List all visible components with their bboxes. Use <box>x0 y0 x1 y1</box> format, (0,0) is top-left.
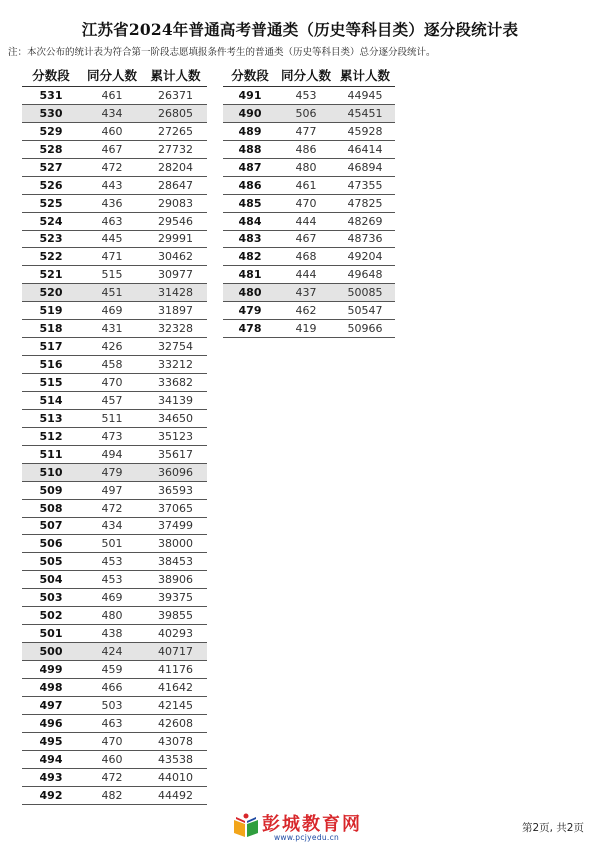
table-row <box>22 607 207 625</box>
score-cell: 525 <box>22 194 80 212</box>
table-row <box>22 786 207 804</box>
cumulative-count-cell: 34139 <box>144 391 207 409</box>
table-row <box>223 284 395 302</box>
score-cell: 527 <box>22 158 80 176</box>
table-row <box>22 750 207 768</box>
cumulative-count-cell: 40293 <box>144 625 207 643</box>
score-cell: 520 <box>22 284 80 302</box>
table-row <box>22 176 207 194</box>
cumulative-count-cell: 29546 <box>144 212 207 230</box>
cumulative-count-cell: 28204 <box>144 158 207 176</box>
same-count-cell: 434 <box>80 517 144 535</box>
table-row <box>223 230 395 248</box>
table-row <box>22 338 207 356</box>
same-count-cell: 472 <box>80 158 144 176</box>
cumulative-count-cell: 42608 <box>144 714 207 732</box>
score-cell: 510 <box>22 463 80 481</box>
table-row <box>22 643 207 661</box>
same-count-cell: 477 <box>277 122 335 140</box>
table-row <box>22 445 207 463</box>
score-cell: 483 <box>223 230 277 248</box>
score-cell: 500 <box>22 643 80 661</box>
cumulative-count-cell: 30977 <box>144 266 207 284</box>
table-row <box>22 320 207 338</box>
score-cell: 501 <box>22 625 80 643</box>
cumulative-count-cell: 31897 <box>144 302 207 320</box>
page-title: 江苏省2024年普通高考普通类（历史等科目类）逐分段统计表 <box>81 20 519 39</box>
right-score-table <box>223 64 395 338</box>
same-count-cell: 469 <box>80 589 144 607</box>
cumulative-count-cell: 34650 <box>144 409 207 427</box>
same-count-cell: 469 <box>80 302 144 320</box>
same-count-cell: 482 <box>80 786 144 804</box>
cumulative-count-cell: 28647 <box>144 176 207 194</box>
table-row <box>223 87 395 105</box>
header-cumulative-count: 累计人数 <box>335 64 395 87</box>
score-cell: 517 <box>22 338 80 356</box>
table-row <box>22 409 207 427</box>
cumulative-count-cell: 46414 <box>335 140 395 158</box>
same-count-cell: 461 <box>80 87 144 105</box>
header-same-count: 同分人数 <box>80 64 144 87</box>
table-row <box>22 427 207 445</box>
header-score: 分数段 <box>223 64 277 87</box>
cumulative-count-cell: 43078 <box>144 732 207 750</box>
cumulative-count-cell: 48736 <box>335 230 395 248</box>
score-cell: 521 <box>22 266 80 284</box>
same-count-cell: 467 <box>80 140 144 158</box>
same-count-cell: 459 <box>80 661 144 679</box>
table-row <box>22 661 207 679</box>
score-cell: 490 <box>223 104 277 122</box>
score-cell: 479 <box>223 302 277 320</box>
table-row <box>223 158 395 176</box>
same-count-cell: 470 <box>277 194 335 212</box>
table-row <box>223 104 395 122</box>
table-row <box>22 553 207 571</box>
cumulative-count-cell: 44492 <box>144 786 207 804</box>
cumulative-count-cell: 29083 <box>144 194 207 212</box>
table-row <box>223 266 395 284</box>
same-count-cell: 453 <box>80 571 144 589</box>
score-cell: 487 <box>223 158 277 176</box>
cumulative-count-cell: 49648 <box>335 266 395 284</box>
table-row <box>22 696 207 714</box>
score-cell: 488 <box>223 140 277 158</box>
same-count-cell: 497 <box>80 481 144 499</box>
same-count-cell: 501 <box>80 535 144 553</box>
table-row <box>22 678 207 696</box>
score-cell: 496 <box>22 714 80 732</box>
score-cell: 531 <box>22 87 80 105</box>
score-cell: 513 <box>22 409 80 427</box>
same-count-cell: 466 <box>80 678 144 696</box>
same-count-cell: 463 <box>80 212 144 230</box>
cumulative-count-cell: 27265 <box>144 122 207 140</box>
score-cell: 523 <box>22 230 80 248</box>
same-count-cell: 436 <box>80 194 144 212</box>
score-cell: 485 <box>223 194 277 212</box>
table-row <box>22 589 207 607</box>
score-cell: 512 <box>22 427 80 445</box>
score-cell: 498 <box>22 678 80 696</box>
score-cell: 495 <box>22 732 80 750</box>
table-row <box>22 517 207 535</box>
table-row <box>22 625 207 643</box>
cumulative-count-cell: 50085 <box>335 284 395 302</box>
same-count-cell: 443 <box>80 176 144 194</box>
same-count-cell: 444 <box>277 266 335 284</box>
table-row <box>223 248 395 266</box>
score-cell: 499 <box>22 661 80 679</box>
score-cell: 482 <box>223 248 277 266</box>
header-score: 分数段 <box>22 64 80 87</box>
score-cell: 480 <box>223 284 277 302</box>
table-row <box>22 212 207 230</box>
site-logo[interactable] <box>232 812 392 842</box>
cumulative-count-cell: 31428 <box>144 284 207 302</box>
cumulative-count-cell: 33682 <box>144 374 207 392</box>
cumulative-count-cell: 38000 <box>144 535 207 553</box>
score-cell: 524 <box>22 212 80 230</box>
same-count-cell: 472 <box>80 768 144 786</box>
cumulative-count-cell: 32754 <box>144 338 207 356</box>
table-row <box>22 732 207 750</box>
cumulative-count-cell: 39375 <box>144 589 207 607</box>
table-row <box>22 463 207 481</box>
score-cell: 518 <box>22 320 80 338</box>
cumulative-count-cell: 47825 <box>335 194 395 212</box>
score-cell: 522 <box>22 248 80 266</box>
score-cell: 514 <box>22 391 80 409</box>
score-cell: 526 <box>22 176 80 194</box>
same-count-cell: 463 <box>80 714 144 732</box>
score-cell: 529 <box>22 122 80 140</box>
logo-text: 彭城教育网 <box>262 814 362 835</box>
cumulative-count-cell: 44945 <box>335 87 395 105</box>
same-count-cell: 444 <box>277 212 335 230</box>
same-count-cell: 419 <box>277 320 335 338</box>
same-count-cell: 467 <box>277 230 335 248</box>
table-header-row <box>223 64 395 87</box>
cumulative-count-cell: 44010 <box>144 768 207 786</box>
cumulative-count-cell: 41642 <box>144 678 207 696</box>
same-count-cell: 515 <box>80 266 144 284</box>
table-row <box>22 391 207 409</box>
table-row <box>22 499 207 517</box>
score-cell: 508 <box>22 499 80 517</box>
table-row <box>22 248 207 266</box>
same-count-cell: 437 <box>277 284 335 302</box>
same-count-cell: 479 <box>80 463 144 481</box>
score-cell: 486 <box>223 176 277 194</box>
score-cell: 505 <box>22 553 80 571</box>
cumulative-count-cell: 47355 <box>335 176 395 194</box>
cumulative-count-cell: 26371 <box>144 87 207 105</box>
table-row <box>22 284 207 302</box>
header-cumulative-count: 累计人数 <box>144 64 207 87</box>
cumulative-count-cell: 27732 <box>144 140 207 158</box>
cumulative-count-cell: 43538 <box>144 750 207 768</box>
table-row <box>223 122 395 140</box>
same-count-cell: 472 <box>80 499 144 517</box>
table-row <box>22 302 207 320</box>
cumulative-count-cell: 37065 <box>144 499 207 517</box>
score-cell: 484 <box>223 212 277 230</box>
score-cell: 489 <box>223 122 277 140</box>
same-count-cell: 471 <box>80 248 144 266</box>
cumulative-count-cell: 38453 <box>144 553 207 571</box>
same-count-cell: 486 <box>277 140 335 158</box>
same-count-cell: 445 <box>80 230 144 248</box>
cumulative-count-cell: 32328 <box>144 320 207 338</box>
same-count-cell: 480 <box>277 158 335 176</box>
cumulative-count-cell: 46894 <box>335 158 395 176</box>
cumulative-count-cell: 29991 <box>144 230 207 248</box>
same-count-cell: 424 <box>80 643 144 661</box>
cumulative-count-cell: 35123 <box>144 427 207 445</box>
cumulative-count-cell: 42145 <box>144 696 207 714</box>
cumulative-count-cell: 38906 <box>144 571 207 589</box>
score-cell: 481 <box>223 266 277 284</box>
cumulative-count-cell: 35617 <box>144 445 207 463</box>
cumulative-count-cell: 26805 <box>144 104 207 122</box>
score-cell: 530 <box>22 104 80 122</box>
score-cell: 502 <box>22 607 80 625</box>
same-count-cell: 470 <box>80 732 144 750</box>
right-table-body <box>223 87 395 338</box>
same-count-cell: 453 <box>277 87 335 105</box>
score-cell: 507 <box>22 517 80 535</box>
same-count-cell: 458 <box>80 356 144 374</box>
table-header-row <box>22 64 207 87</box>
table-row <box>223 176 395 194</box>
same-count-cell: 451 <box>80 284 144 302</box>
table-row <box>223 320 395 338</box>
same-count-cell: 470 <box>80 374 144 392</box>
score-cell: 492 <box>22 786 80 804</box>
score-cell: 504 <box>22 571 80 589</box>
table-row <box>22 194 207 212</box>
cumulative-count-cell: 33212 <box>144 356 207 374</box>
table-row <box>223 302 395 320</box>
table-row <box>22 374 207 392</box>
score-cell: 491 <box>223 87 277 105</box>
same-count-cell: 426 <box>80 338 144 356</box>
table-row <box>223 194 395 212</box>
same-count-cell: 431 <box>80 320 144 338</box>
score-cell: 497 <box>22 696 80 714</box>
left-table-body <box>22 87 207 805</box>
same-count-cell: 460 <box>80 122 144 140</box>
score-cell: 515 <box>22 374 80 392</box>
same-count-cell: 468 <box>277 248 335 266</box>
score-cell: 506 <box>22 535 80 553</box>
cumulative-count-cell: 36593 <box>144 481 207 499</box>
cumulative-count-cell: 37499 <box>144 517 207 535</box>
table-row <box>22 266 207 284</box>
table-row <box>22 714 207 732</box>
same-count-cell: 453 <box>80 553 144 571</box>
book-logo-icon <box>232 812 260 838</box>
score-cell: 493 <box>22 768 80 786</box>
same-count-cell: 438 <box>80 625 144 643</box>
same-count-cell: 461 <box>277 176 335 194</box>
cumulative-count-cell: 50547 <box>335 302 395 320</box>
same-count-cell: 494 <box>80 445 144 463</box>
table-row <box>22 571 207 589</box>
score-cell: 528 <box>22 140 80 158</box>
score-cell: 519 <box>22 302 80 320</box>
score-cell: 494 <box>22 750 80 768</box>
page-number: 第2页, 共2页 <box>521 822 584 834</box>
score-cell: 509 <box>22 481 80 499</box>
cumulative-count-cell: 48269 <box>335 212 395 230</box>
same-count-cell: 457 <box>80 391 144 409</box>
score-cell: 516 <box>22 356 80 374</box>
table-row <box>223 140 395 158</box>
cumulative-count-cell: 41176 <box>144 661 207 679</box>
cumulative-count-cell: 45928 <box>335 122 395 140</box>
logo-url: www.pcjyedu.cn <box>274 833 340 842</box>
left-score-table <box>22 64 207 805</box>
table-row <box>22 104 207 122</box>
table-row <box>22 140 207 158</box>
same-count-cell: 434 <box>80 104 144 122</box>
header-same-count: 同分人数 <box>277 64 335 87</box>
table-row <box>22 535 207 553</box>
same-count-cell: 503 <box>80 696 144 714</box>
cumulative-count-cell: 49204 <box>335 248 395 266</box>
table-row <box>22 158 207 176</box>
cumulative-count-cell: 36096 <box>144 463 207 481</box>
same-count-cell: 460 <box>80 750 144 768</box>
score-cell: 478 <box>223 320 277 338</box>
table-note: 注：本次公布的统计表为符合第一阶段志愿填报条件考生的普通类（历史等科目类）总分逐分段统计。 <box>8 47 436 58</box>
cumulative-count-cell: 40717 <box>144 643 207 661</box>
cumulative-count-cell: 30462 <box>144 248 207 266</box>
table-row <box>22 122 207 140</box>
same-count-cell: 506 <box>277 104 335 122</box>
cumulative-count-cell: 39855 <box>144 607 207 625</box>
same-count-cell: 473 <box>80 427 144 445</box>
same-count-cell: 480 <box>80 607 144 625</box>
table-row <box>22 768 207 786</box>
same-count-cell: 462 <box>277 302 335 320</box>
table-row <box>22 87 207 105</box>
table-row <box>22 481 207 499</box>
same-count-cell: 511 <box>80 409 144 427</box>
table-row <box>22 356 207 374</box>
table-row <box>22 230 207 248</box>
score-cell: 511 <box>22 445 80 463</box>
cumulative-count-cell: 45451 <box>335 104 395 122</box>
table-row <box>223 212 395 230</box>
cumulative-count-cell: 50966 <box>335 320 395 338</box>
score-cell: 503 <box>22 589 80 607</box>
